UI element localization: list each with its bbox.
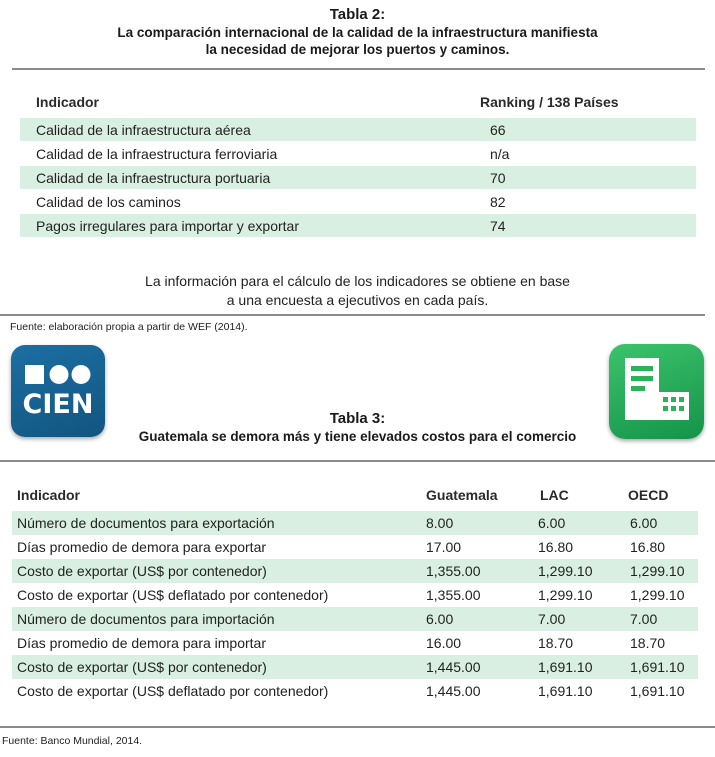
table3-header-indicator: Indicador [17,487,81,503]
table3-row-oecd: 1,299.10 [630,587,685,603]
table3-row-oecd: 1,299.10 [630,563,685,579]
table2-row [20,166,696,189]
table2-row [20,142,696,165]
table3-row-indicator: Días promedio de demora para importar [17,635,267,651]
table2-top-rule [12,68,705,70]
table3-row-lac: 1,691.10 [538,659,593,675]
table3-row-lac: 18.70 [538,635,574,651]
table2-bottom-rule [0,314,705,316]
table3-row [12,631,698,655]
table3-row-lac: 1,691.10 [538,683,593,699]
table3-row-guatemala: 1,355.00 [426,587,481,603]
table2-source: Fuente: elaboración propia a partir de WEF (2014). [10,321,248,333]
table3-row-guatemala: 1,445.00 [426,659,481,675]
table2-row-value: 74 [490,218,506,234]
table3-top-rule [0,460,715,462]
table3-row-lac: 16.80 [538,539,574,555]
table3-row-guatemala: 1,445.00 [426,683,481,699]
table3-row [12,679,698,703]
table2-title: Tabla 2: [329,6,386,23]
table3-row-indicator: Días promedio de demora para exportar [17,539,267,555]
table3-row-lac: 1,299.10 [538,563,593,579]
cien-logo-text: CIEN [22,389,94,420]
table3-row-guatemala: 1,355.00 [426,563,481,579]
table2-header-ranking: Ranking / 138 Países [480,94,619,110]
table3-bottom-rule [0,726,715,728]
table2-row-value: 66 [490,122,506,138]
table2-row [20,118,696,141]
table2-row [20,214,696,237]
table2-row-indicator: Calidad de la infraestructura ferroviaria [36,146,278,162]
table3-row [12,655,698,679]
table3-row [12,607,698,631]
table3-row-lac: 1,299.10 [538,587,593,603]
table3-row-lac: 6.00 [538,515,566,531]
table3-row-guatemala: 17.00 [426,539,462,555]
table3-row-oecd: 7.00 [630,611,658,627]
table2-row [20,190,696,213]
table3-row-oecd: 1,691.10 [630,659,685,675]
table3-row-oecd: 1,691.10 [630,683,685,699]
table3-row-oecd: 6.00 [630,515,658,531]
table3-row-indicator: Costo de exportar (US$ por contenedor) [17,659,267,675]
table3-row-indicator: Número de documentos para importación [17,611,275,627]
table2-row-value: 82 [490,194,506,210]
table2-header-indicator: Indicador [36,94,100,110]
table2-row-value: n/a [490,146,510,162]
table3-header-lac: LAC [540,487,569,503]
table2-subtitle-line1: La comparación internacional de la calidad de la infraestructura manifiesta [117,25,598,40]
table3-header-guatemala: Guatemala [426,487,498,503]
table2-row-indicator: Calidad de la infraestructura aérea [36,122,251,138]
table3-row [12,511,698,535]
table3-row [12,559,698,583]
table3-row-guatemala: 16.00 [426,635,462,651]
table3-row-oecd: 18.70 [630,635,666,651]
table2-row-indicator: Pagos irregulares para importar y exportar [36,218,300,234]
table3-row-lac: 7.00 [538,611,566,627]
table3-row-indicator: Costo de exportar (US$ deflatado por contenedor) [17,587,329,603]
table3-row-indicator: Costo de exportar (US$ deflatado por contenedor) [17,683,329,699]
table3-row [12,535,698,559]
table3-row-oecd: 16.80 [630,539,666,555]
table3-row-indicator: Número de documentos para exportación [17,515,275,531]
table3-source: Fuente: Banco Mundial, 2014. [2,735,143,747]
table2-row-indicator: Calidad de la infraestructura portuaria [36,170,271,186]
table2-row-indicator: Calidad de los caminos [36,194,181,210]
table3-row-guatemala: 6.00 [426,611,454,627]
table2-subtitle-line2: la necesidad de mejorar los puertos y caminos. [205,42,510,57]
table3-row [12,583,698,607]
table3-row-guatemala: 8.00 [426,515,454,531]
table3-title: Tabla 3: [329,410,386,427]
table2-row-value: 70 [490,170,506,186]
table3-subtitle: Guatemala se demora más y tiene elevados costos para el comercio [138,429,577,444]
table3-header-oecd: OECD [628,487,669,503]
table3-row-indicator: Costo de exportar (US$ por contenedor) [17,563,267,579]
table2-note-line2: a una encuesta a ejecutivos en cada país. [226,292,489,308]
table2-note-line1: La información para el cálculo de los indicadores se obtiene en base [145,273,570,289]
